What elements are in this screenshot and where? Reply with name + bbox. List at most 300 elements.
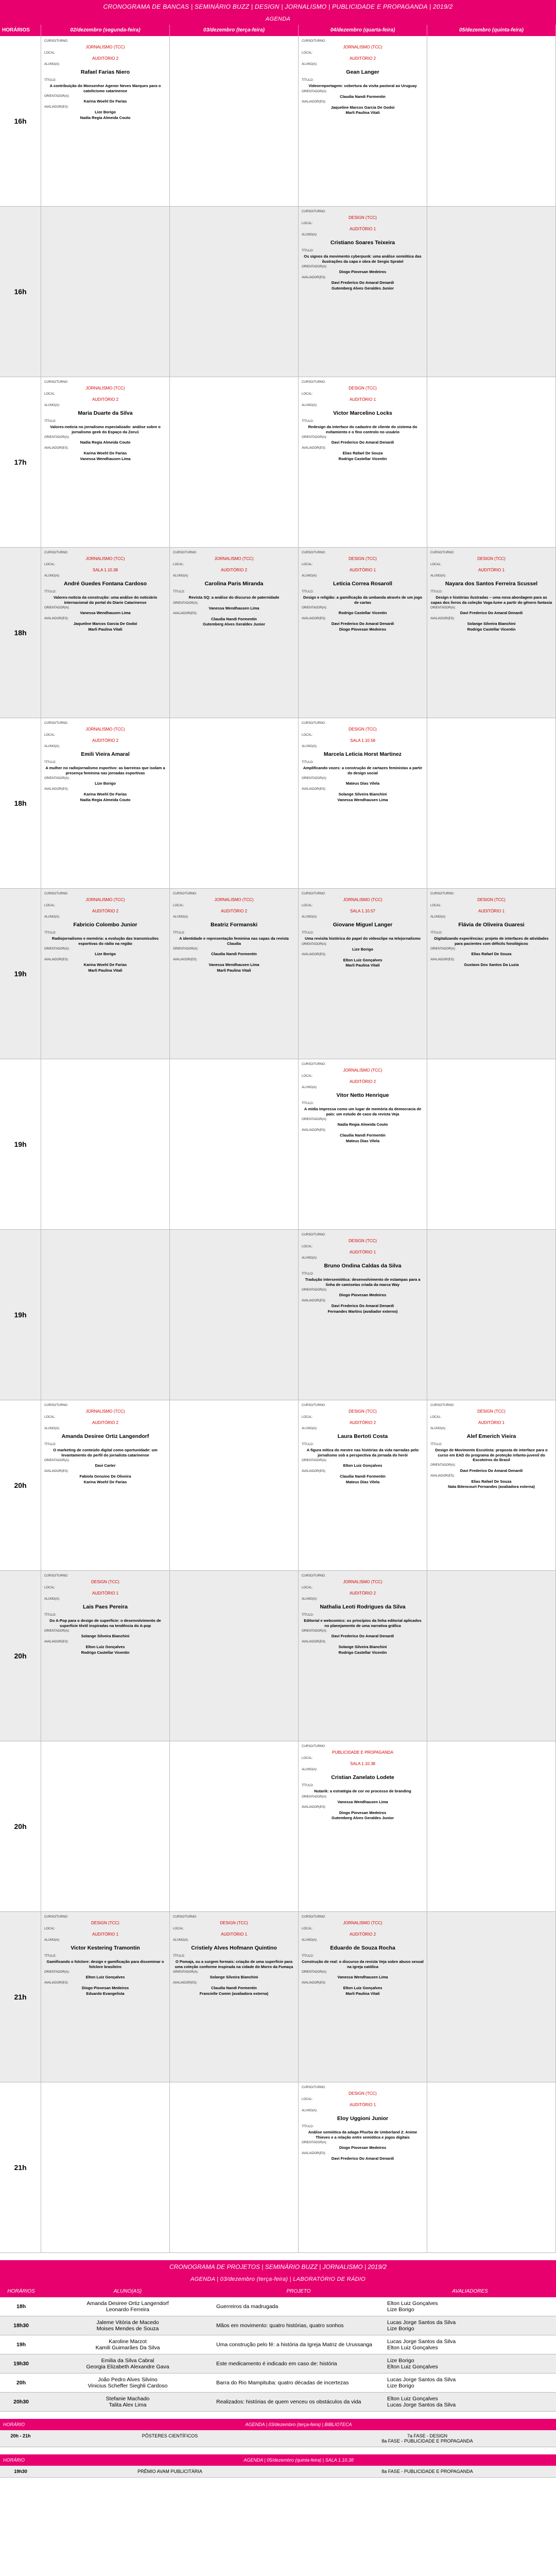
- biblioteca-right-2: 8a FASE - PUBLICIDADE E PROPAGANDA: [381, 2438, 473, 2444]
- field-label: AVALIADOR(ES):: [430, 958, 455, 961]
- student-name: Leonardo Ferreira: [106, 2307, 150, 2313]
- project-evaluators: [384, 2297, 556, 2316]
- session-cell: [299, 207, 427, 377]
- session-cell: [41, 2082, 170, 2253]
- field-label: CURSO/TURNO:: [44, 1574, 68, 1578]
- field-label: LOCAL:: [44, 392, 56, 396]
- session-cell: [170, 548, 299, 718]
- thesis-title: Design e histórias ilustradas – uma nova abordagem para as capas dos livros da coleção Vaga-lume a partir do gênero fantasia: [430, 595, 552, 605]
- location-value: AUDITÓRIO 2: [92, 56, 119, 61]
- field-label: ORIENTADOR(A):: [430, 606, 456, 609]
- evaluator-name: Diogo Piovesan Medeiros: [339, 1810, 387, 1815]
- session-cell: [170, 1059, 299, 1230]
- premio-right-1: 8a FASE - PUBLICIDADE E PROPAGANDA: [381, 2469, 473, 2474]
- field-label: TÍTULO:: [44, 1954, 57, 1958]
- student-name: Gean Langer: [346, 69, 379, 75]
- schedule-grid: [0, 25, 556, 2253]
- field-label: LOCAL:: [302, 1927, 313, 1930]
- thesis-title: Revista SQ: a análise do discurso de paternidade: [188, 595, 280, 600]
- evaluator-name: Nata Bitencourt Fernandes (avaliadora externa): [448, 1484, 535, 1489]
- field-label: CURSO/TURNO:: [430, 551, 455, 554]
- session-cell: [427, 1741, 556, 1912]
- location-value: AUDITÓRIO 2: [349, 1079, 376, 1084]
- field-label: LOCAL:: [302, 2097, 313, 2101]
- thesis-title: Construção de real: o discurso da revista Veja sobre abuso sexual na igreja católica: [302, 1959, 424, 1969]
- field-label: CURSO/TURNO:: [302, 1745, 326, 1748]
- field-label: ALUNO(A):: [44, 745, 60, 748]
- field-label: AVALIADOR(ES):: [173, 958, 198, 961]
- evaluator-name: Lucas Jorge Santos da Silva: [387, 2377, 456, 2383]
- field-label: ORIENTADOR(A):: [44, 1459, 70, 1462]
- advisor-name: Claudia Nandi Formentin: [211, 952, 257, 957]
- field-label: ALUNO(A):: [173, 1939, 189, 1942]
- advisor-name: Nadia Regia Almeida Couto: [80, 440, 131, 445]
- location-value: AUDITÓRIO 1: [349, 227, 376, 231]
- student-name: Georgia Elizabeth Alexandre Gava: [86, 2364, 169, 2370]
- field-label: TÍTULO:: [44, 760, 57, 764]
- session-cell: [170, 2082, 299, 2253]
- advisor-name: Mateus Dias Vilela: [345, 781, 380, 786]
- session-cell: [427, 207, 556, 377]
- field-label: LOCAL:: [44, 733, 56, 737]
- field-label: ALUNO(A):: [44, 404, 60, 407]
- student-name: Amanda Desiree Ortiz Langendorf: [61, 1433, 149, 1439]
- student-name: Moises Mendes de Souza: [96, 2326, 159, 2332]
- location-value: AUDITÓRIO 1: [220, 1932, 248, 1937]
- project-students: [42, 2354, 213, 2374]
- field-label: TÍTULO:: [302, 2125, 314, 2128]
- course-value: DESIGN (TCC): [349, 1409, 377, 1414]
- advisor-name: Elias Rafael De Souza: [471, 952, 512, 957]
- session-cell: [427, 1400, 556, 1571]
- premio-time: 19h30: [0, 2466, 41, 2478]
- field-label: ALUNO(A):: [302, 1768, 318, 1771]
- field-label: ALUNO(A):: [302, 574, 318, 578]
- location-value: AUDITÓRIO 1: [349, 1250, 376, 1255]
- field-label: ORIENTADOR(A):: [302, 2141, 327, 2144]
- project-name: Uma construção pelo fé: a história da Igreja Matriz de Urussanga: [213, 2335, 384, 2354]
- advisor-name: Lize Borigo: [352, 947, 373, 952]
- student-name: João Pedro Alves Silvino: [98, 2377, 158, 2383]
- evaluator-name: Elton Luiz Gonçalves: [387, 2396, 438, 2402]
- evaluator-name: Diogo Piovesan Medeiros: [81, 1986, 129, 1991]
- field-label: LOCAL:: [302, 1756, 313, 1760]
- advisor-name: Solange Silveira Bianchini: [81, 1634, 130, 1639]
- time-slot: 19h: [0, 889, 41, 1059]
- field-label: LOCAL:: [44, 1927, 56, 1930]
- agenda-banner: AGENDA: [0, 13, 556, 25]
- student-name: Amanda Desiree Ortiz Langendorf: [86, 2300, 169, 2307]
- session-cell: [170, 377, 299, 548]
- location-value: AUDITÓRIO 2: [220, 568, 248, 572]
- session-cell: [170, 1741, 299, 1912]
- session-cell: [427, 1571, 556, 1741]
- project-students: [42, 2374, 213, 2393]
- field-label: ORIENTADOR(A):: [302, 1459, 327, 1462]
- project-name: Mãos em movimento: quatro histórias, quatro sonhos: [213, 2316, 384, 2335]
- thesis-title: Nutarik: a estratégia de cor no processo de branding: [314, 1789, 411, 1794]
- student-name: Vinicius Scheffer Sieghli Cardoso: [88, 2383, 168, 2389]
- evaluator-name: Solange Silveira Bianchini: [467, 621, 516, 626]
- project-students: [42, 2335, 213, 2354]
- thesis-title: A identidade e representação feminina nas capas da revista Claudia: [179, 936, 289, 946]
- course-value: JORNALISMO (TCC): [85, 1409, 125, 1414]
- table-row: [0, 2354, 556, 2374]
- table-row: [0, 2393, 556, 2412]
- location-value: AUDITÓRIO 2: [349, 56, 376, 61]
- project-time: 20h: [0, 2374, 42, 2393]
- field-label: ALUNO(A):: [302, 1086, 318, 1089]
- field-label: AVALIADOR(ES):: [302, 1299, 326, 1302]
- student-name: Nayara dos Santos Ferreira Scussel: [445, 580, 538, 587]
- session-cell: [427, 1059, 556, 1230]
- student-name: Maria Duarte da Silva: [78, 410, 133, 416]
- field-label: AVALIADOR(ES):: [173, 1981, 198, 1985]
- thesis-title: Tradução intersemiótica: desenvolvimento de estampas para a linha de camisetas criada da marca Way: [305, 1277, 421, 1287]
- evaluator-name: Lize Borigo: [95, 110, 116, 115]
- field-label: CURSO/TURNO:: [302, 1063, 326, 1066]
- field-label: ALUNO(A):: [302, 1257, 318, 1260]
- time-slot: 21h: [0, 1912, 41, 2082]
- biblioteca-left: PÔSTERES CIENTÍFICOS: [41, 2430, 299, 2447]
- course-value: DESIGN (TCC): [349, 726, 377, 732]
- field-label: LOCAL:: [302, 222, 313, 225]
- evaluator-name: Lize Borigo: [387, 2383, 414, 2389]
- premio-header-agenda: AGENDA | 05/dezembro (quinta-feira) | SALA 1.10.38: [244, 2458, 354, 2463]
- field-label: CURSO/TURNO:: [44, 1916, 68, 1919]
- evaluator-name: Marli Paulina Vitali: [345, 963, 380, 968]
- course-value: JORNALISMO (TCC): [85, 726, 125, 732]
- field-label: CURSO/TURNO:: [302, 1404, 326, 1407]
- field-label: ORIENTADOR(A):: [302, 942, 327, 946]
- field-label: TÍTULO:: [302, 1272, 314, 1276]
- time-slot: 19h: [0, 1230, 41, 1400]
- field-label: LOCAL:: [302, 1415, 313, 1419]
- session-cell: [41, 1571, 170, 1741]
- evaluator-name: Solange Silveira Bianchini: [338, 792, 387, 797]
- field-label: ALUNO(A):: [302, 2109, 318, 2112]
- student-name: Alef Emerich Vieira: [466, 1433, 516, 1439]
- student-name: Emilia da Silva Cabral: [101, 2358, 154, 2364]
- thesis-title: Design e religião: a gamificação da umbanda através de um jogo de cartas: [303, 595, 422, 605]
- project-evaluators: [384, 2393, 556, 2412]
- field-label: ALUNO(A):: [302, 63, 318, 66]
- time-slot: 16h: [0, 36, 41, 207]
- advisor-name: Davi Frederico Do Amaral Denardi: [460, 611, 523, 616]
- advisor-name: Davi Frederico Do Amaral Denardi: [331, 1634, 394, 1639]
- field-label: LOCAL:: [44, 563, 56, 566]
- student-name: Cristiano Soares Teixeira: [330, 239, 395, 246]
- advisor-name: Vanessa Wendhausen Lima: [337, 1975, 388, 1980]
- student-name: Beatriz Formanski: [210, 921, 258, 928]
- field-label: CURSO/TURNO:: [173, 892, 197, 895]
- advisor-name: Rodrigo Castellar Vicentin: [338, 611, 387, 616]
- field-label: AVALIADOR(ES):: [302, 617, 326, 620]
- student-name: Flávia de Oliveira Guaresi: [458, 921, 525, 928]
- advisor-name: Diogo Piovesan Medeiros: [339, 269, 387, 275]
- evaluator-name: Francielle Comin (avaliadora externa): [199, 1991, 269, 1996]
- project-time: 19h: [0, 2335, 42, 2354]
- location-value: AUDITÓRIO 2: [349, 1932, 376, 1937]
- session-cell: [41, 548, 170, 718]
- thesis-title: A figura mítica do mestre nas histórias da vida narradas pelo jornalismo sob a perspectiva da jornada do herói: [306, 1448, 419, 1458]
- field-label: AVALIADOR(ES):: [44, 787, 69, 791]
- field-label: LOCAL:: [430, 904, 442, 907]
- thesis-title: A mulher no radiojornalismo esportivo: as barreiras que isolam a presença feminina nas jornadas esportivas: [45, 766, 165, 775]
- advisor-name: Diogo Piovesan Medeiros: [339, 2145, 387, 2150]
- field-label: CURSO/TURNO:: [430, 1404, 455, 1407]
- student-name: Laura Bertoti Costa: [337, 1433, 388, 1439]
- evaluator-name: Vanessa Wendhausen Lima: [208, 962, 259, 968]
- course-value: JORNALISMO (TCC): [343, 897, 383, 902]
- advisor-name: Davi Frederico Do Amaral Denardi: [331, 440, 394, 445]
- field-label: ALUNO(A):: [173, 574, 189, 578]
- location-value: AUDITÓRIO 1: [349, 397, 376, 402]
- field-label: CURSO/TURNO:: [302, 2086, 326, 2089]
- field-label: LOCAL:: [44, 1586, 56, 1589]
- evaluator-name: Fernandes Martins (avaliador externo): [327, 1309, 398, 1314]
- projects-col-horarios: HORÁRIOS: [0, 2285, 42, 2297]
- location-value: AUDITÓRIO 1: [92, 1932, 119, 1937]
- location-value: AUDITÓRIO 1: [92, 1591, 119, 1596]
- location-value: AUDITÓRIO 1: [478, 909, 505, 913]
- field-label: ALUNO(A):: [302, 1598, 318, 1601]
- course-value: DESIGN (TCC): [91, 1920, 119, 1925]
- location-value: AUDITÓRIO 2: [92, 909, 119, 913]
- field-label: CURSO/TURNO:: [302, 40, 326, 43]
- field-label: CURSO/TURNO:: [302, 892, 326, 895]
- student-name: Lais Paes Pereira: [83, 1603, 128, 1610]
- field-label: AVALIADOR(ES):: [173, 612, 198, 616]
- course-value: DESIGN (TCC): [477, 897, 506, 902]
- field-label: ORIENTADOR(A):: [173, 601, 199, 605]
- session-cell: [170, 207, 299, 377]
- table-row: [0, 2374, 556, 2393]
- field-label: TÍTULO:: [44, 931, 57, 935]
- field-label: ALUNO(A):: [44, 574, 60, 578]
- field-label: ORIENTADOR(A):: [302, 1117, 327, 1121]
- time-slot: 20h: [0, 1400, 41, 1571]
- field-label: ALUNO(A):: [173, 916, 189, 919]
- session-cell: [170, 718, 299, 889]
- time-slot: 18h: [0, 548, 41, 718]
- session-cell: [299, 1400, 427, 1571]
- advisor-name: Nadia Regia Almeida Couto: [337, 1122, 388, 1127]
- location-value: AUDITÓRIO 1: [349, 568, 376, 572]
- time-slot: 18h: [0, 718, 41, 889]
- location-value: AUDITÓRIO 2: [92, 397, 119, 402]
- field-label: AVALIADOR(ES):: [44, 1981, 69, 1985]
- field-label: CURSO/TURNO:: [44, 722, 68, 725]
- field-label: TÍTULO:: [302, 78, 314, 82]
- field-label: ALUNO(A):: [302, 1427, 318, 1430]
- session-cell: [41, 718, 170, 889]
- header-day-3: 04/dezembro (quarta-feira): [299, 25, 427, 36]
- evaluator-name: Karina Woehl De Farias: [83, 792, 127, 797]
- field-label: TÍTULO:: [302, 249, 314, 252]
- evaluator-name: Davi Frederico Do Amaral Denardi: [331, 280, 394, 285]
- field-label: TÍTULO:: [302, 590, 314, 594]
- time-slot: 19h: [0, 1059, 41, 1230]
- field-label: TÍTULO:: [302, 1784, 314, 1787]
- field-label: ORIENTADOR(A):: [44, 947, 70, 951]
- field-label: ALUNO(A):: [430, 916, 446, 919]
- evaluator-name: Davi Frederico Do Amaral Denardi: [331, 2156, 394, 2161]
- thesis-title: A contribuição do Monsenhor Agenor Neves Marques para o catolicismo catarinense: [49, 83, 161, 93]
- projects-table: [0, 2285, 556, 2412]
- field-label: LOCAL:: [173, 1927, 184, 1930]
- field-label: TÍTULO:: [44, 78, 57, 82]
- thesis-title: Valores-notícia no jornalismo especializado: análise sobre o jornalismo geek do Espaço da Zoru1: [50, 425, 161, 434]
- evaluator-name: Lucas Jorge Santos da Silva: [387, 2402, 456, 2408]
- field-label: CURSO/TURNO:: [44, 40, 68, 43]
- advisor-name: Vanessa Wendhausen Lima: [80, 611, 131, 616]
- student-name: Giovane Miguel Langer: [333, 921, 393, 928]
- evaluator-name: Jaqueline Marcos Garcia De Godoi: [73, 621, 137, 626]
- thesis-title: Análise semiótica da adaga Phurba de Umberland 2: Anime Thieves e a relação entre semiótica e jogos digitais: [308, 2130, 418, 2140]
- field-label: AVALIADOR(ES):: [302, 1128, 326, 1132]
- course-value: DESIGN (TCC): [477, 1409, 506, 1414]
- evaluator-name: Mateus Dias Vilela: [345, 1479, 380, 1484]
- evaluator-name: Nadia Regia Almeida Couto: [80, 797, 131, 802]
- course-value: JORNALISMO (TCC): [343, 1920, 383, 1925]
- session-cell: [427, 36, 556, 207]
- evaluator-name: Marli Paulina Vitali: [88, 626, 123, 632]
- evaluator-name: Karina Woehl De Farias: [83, 1479, 127, 1484]
- course-value: JORNALISMO (TCC): [85, 385, 125, 391]
- advisor-name: Claudia Nandi Formentin: [340, 94, 386, 99]
- student-name: Talita Alex Lima: [109, 2402, 147, 2408]
- session-cell: [299, 1230, 427, 1400]
- evaluator-name: Gustavo Dos Santos Da Luzia: [464, 962, 519, 968]
- field-label: TÍTULO:: [44, 1443, 57, 1446]
- field-label: AVALIADOR(ES):: [302, 953, 326, 957]
- table-row: [0, 2335, 556, 2354]
- time-slot: 16h: [0, 207, 41, 377]
- time-slot: 20h: [0, 1571, 41, 1741]
- biblioteca-header-horario: HORÁRIO: [3, 2422, 25, 2427]
- evaluator-name: Lucas Jorge Santos da Silva: [387, 2338, 456, 2345]
- field-label: AVALIADOR(ES):: [44, 1469, 69, 1473]
- evaluator-name: Elton Luiz Gonçalves: [387, 2345, 438, 2351]
- evaluator-name: Fabiola Genuino De Oliveira: [79, 1474, 131, 1479]
- field-label: TÍTULO:: [44, 419, 57, 423]
- field-label: ORIENTADOR(A):: [44, 94, 70, 98]
- session-cell: [41, 1059, 170, 1230]
- student-name: Bruno Ondina Caldas da Silva: [324, 1262, 402, 1269]
- thesis-title: Radiojornalismo e memória: a evolução das transmissões esportivas do rádio na região: [51, 936, 159, 946]
- session-cell: [427, 1912, 556, 2082]
- field-label: AVALIADOR(ES):: [44, 446, 69, 450]
- field-label: CURSO/TURNO:: [302, 210, 326, 213]
- field-label: AVALIADOR(ES):: [302, 1640, 326, 1643]
- session-cell: [299, 2082, 427, 2253]
- advisor-name: Vanessa Wendhausen Lima: [337, 1800, 388, 1804]
- student-name: Victor Kestering Tramontin: [71, 1944, 140, 1951]
- student-name: Nathalia Leoti Rodrigues da Silva: [320, 1603, 406, 1610]
- location-value: AUDITÓRIO 2: [220, 909, 248, 913]
- field-label: TÍTULO:: [302, 931, 314, 935]
- evaluator-name: Gutemberg Alves Geraldes Junior: [202, 622, 265, 627]
- field-label: ALUNO(A):: [44, 1939, 60, 1942]
- field-label: AVALIADOR(ES):: [44, 958, 69, 961]
- project-evaluators: [384, 2316, 556, 2335]
- evaluator-name: Davi Frederico Do Amaral Denardi: [331, 1303, 394, 1309]
- field-label: LOCAL:: [302, 1586, 313, 1589]
- field-label: TÍTULO:: [302, 760, 314, 764]
- field-label: CURSO/TURNO:: [302, 722, 326, 725]
- session-cell: [299, 718, 427, 889]
- location-value: AUDITÓRIO 1: [478, 1420, 505, 1425]
- session-cell: [170, 36, 299, 207]
- field-label: TÍTULO:: [430, 931, 443, 935]
- student-name: Fabricio Colombo Junior: [73, 921, 137, 928]
- session-cell: [41, 1400, 170, 1571]
- field-label: TÍTULO:: [430, 590, 443, 594]
- field-label: LOCAL:: [44, 904, 56, 907]
- location-value: SALA 1.10.58: [350, 738, 375, 743]
- student-name: Rafael Farias Niero: [80, 69, 130, 75]
- field-label: CURSO/TURNO:: [173, 551, 197, 554]
- evaluator-name: Marli Paulina Vitali: [217, 968, 251, 973]
- time-slot: 20h: [0, 1741, 41, 1912]
- evaluator-name: Elton Luiz Gonçalves: [387, 2300, 438, 2307]
- course-value: DESIGN (TCC): [349, 385, 377, 391]
- session-cell: [170, 1912, 299, 2082]
- location-value: AUDITÓRIO 2: [92, 738, 119, 743]
- course-value: DESIGN (TCC): [91, 1579, 119, 1584]
- thesis-title: Do A-Pop para o design de superfície: o desenvolvimento de superfície têxtil inspiradas na tendência do A-pop: [49, 1618, 161, 1628]
- course-value: JORNALISMO (TCC): [343, 1067, 383, 1073]
- header-day-1: 02/dezembro (segunda-feira): [41, 25, 170, 36]
- field-label: ORIENTADOR(A):: [302, 435, 327, 439]
- field-label: CURSO/TURNO:: [302, 1574, 326, 1578]
- field-label: ORIENTADOR(A):: [302, 1795, 327, 1799]
- field-label: LOCAL:: [302, 733, 313, 737]
- thesis-title: O marketing de conteúdo digital como oportunidade: um levantamento do perfil do jornalista catarinense: [53, 1448, 158, 1458]
- course-value: JORNALISMO (TCC): [214, 556, 254, 561]
- project-name: Guerreiros da madrugada: [213, 2297, 384, 2316]
- header-horarios: HORÁRIOS: [0, 25, 41, 36]
- field-label: TÍTULO:: [302, 1101, 314, 1105]
- project-time: 18h: [0, 2297, 42, 2316]
- session-cell: [427, 718, 556, 889]
- evaluator-name: Marli Paulina Vitali: [345, 110, 380, 115]
- evaluator-name: Elton Luiz Gonçalves: [387, 2364, 438, 2370]
- thesis-title: Videorreportagem: cobertura da visita pastoral ao Uruguay: [308, 83, 417, 89]
- evaluator-name: Claudia Nandi Formentin: [340, 1474, 386, 1479]
- advisor-name: Davi Carter: [95, 1463, 116, 1468]
- field-label: ORIENTADOR(A):: [302, 265, 327, 268]
- field-label: ORIENTADOR(A):: [44, 606, 70, 609]
- evaluator-name: Davi Frederico Do Amaral Denardi: [331, 621, 394, 626]
- premio-header: [0, 2454, 556, 2466]
- evaluator-name: Jaqueline Marcos Garcia De Godoi: [331, 105, 395, 110]
- field-label: TÍTULO:: [44, 590, 57, 594]
- field-label: CURSO/TURNO:: [302, 1233, 326, 1236]
- premio-left: PRÊMIO AVAM PUBLICITÁRIA: [41, 2466, 299, 2478]
- field-label: AVALIADOR(ES):: [44, 105, 69, 109]
- table-row: [0, 2316, 556, 2335]
- thesis-title: A mídia impressa como um lugar de memória da democracia de país: um estudo de caso da revista Veja: [304, 1107, 422, 1116]
- evaluator-name: Marli Paulina Vitali: [88, 968, 123, 973]
- project-name: Realizados: histórias de quem venceu os obstáculos da vida: [213, 2393, 384, 2412]
- session-cell: [41, 36, 170, 207]
- projects-title: CRONOGRAMA DE PROJETOS | SEMINÁRIO BUZZ | JORNALISMO | 2019/2: [0, 2260, 556, 2274]
- field-label: AVALIADOR(ES):: [430, 1475, 455, 1478]
- evaluator-name: Karina Woehl De Farias: [83, 962, 127, 968]
- project-name: Este medicamento é indicado em caso de: história: [213, 2354, 384, 2374]
